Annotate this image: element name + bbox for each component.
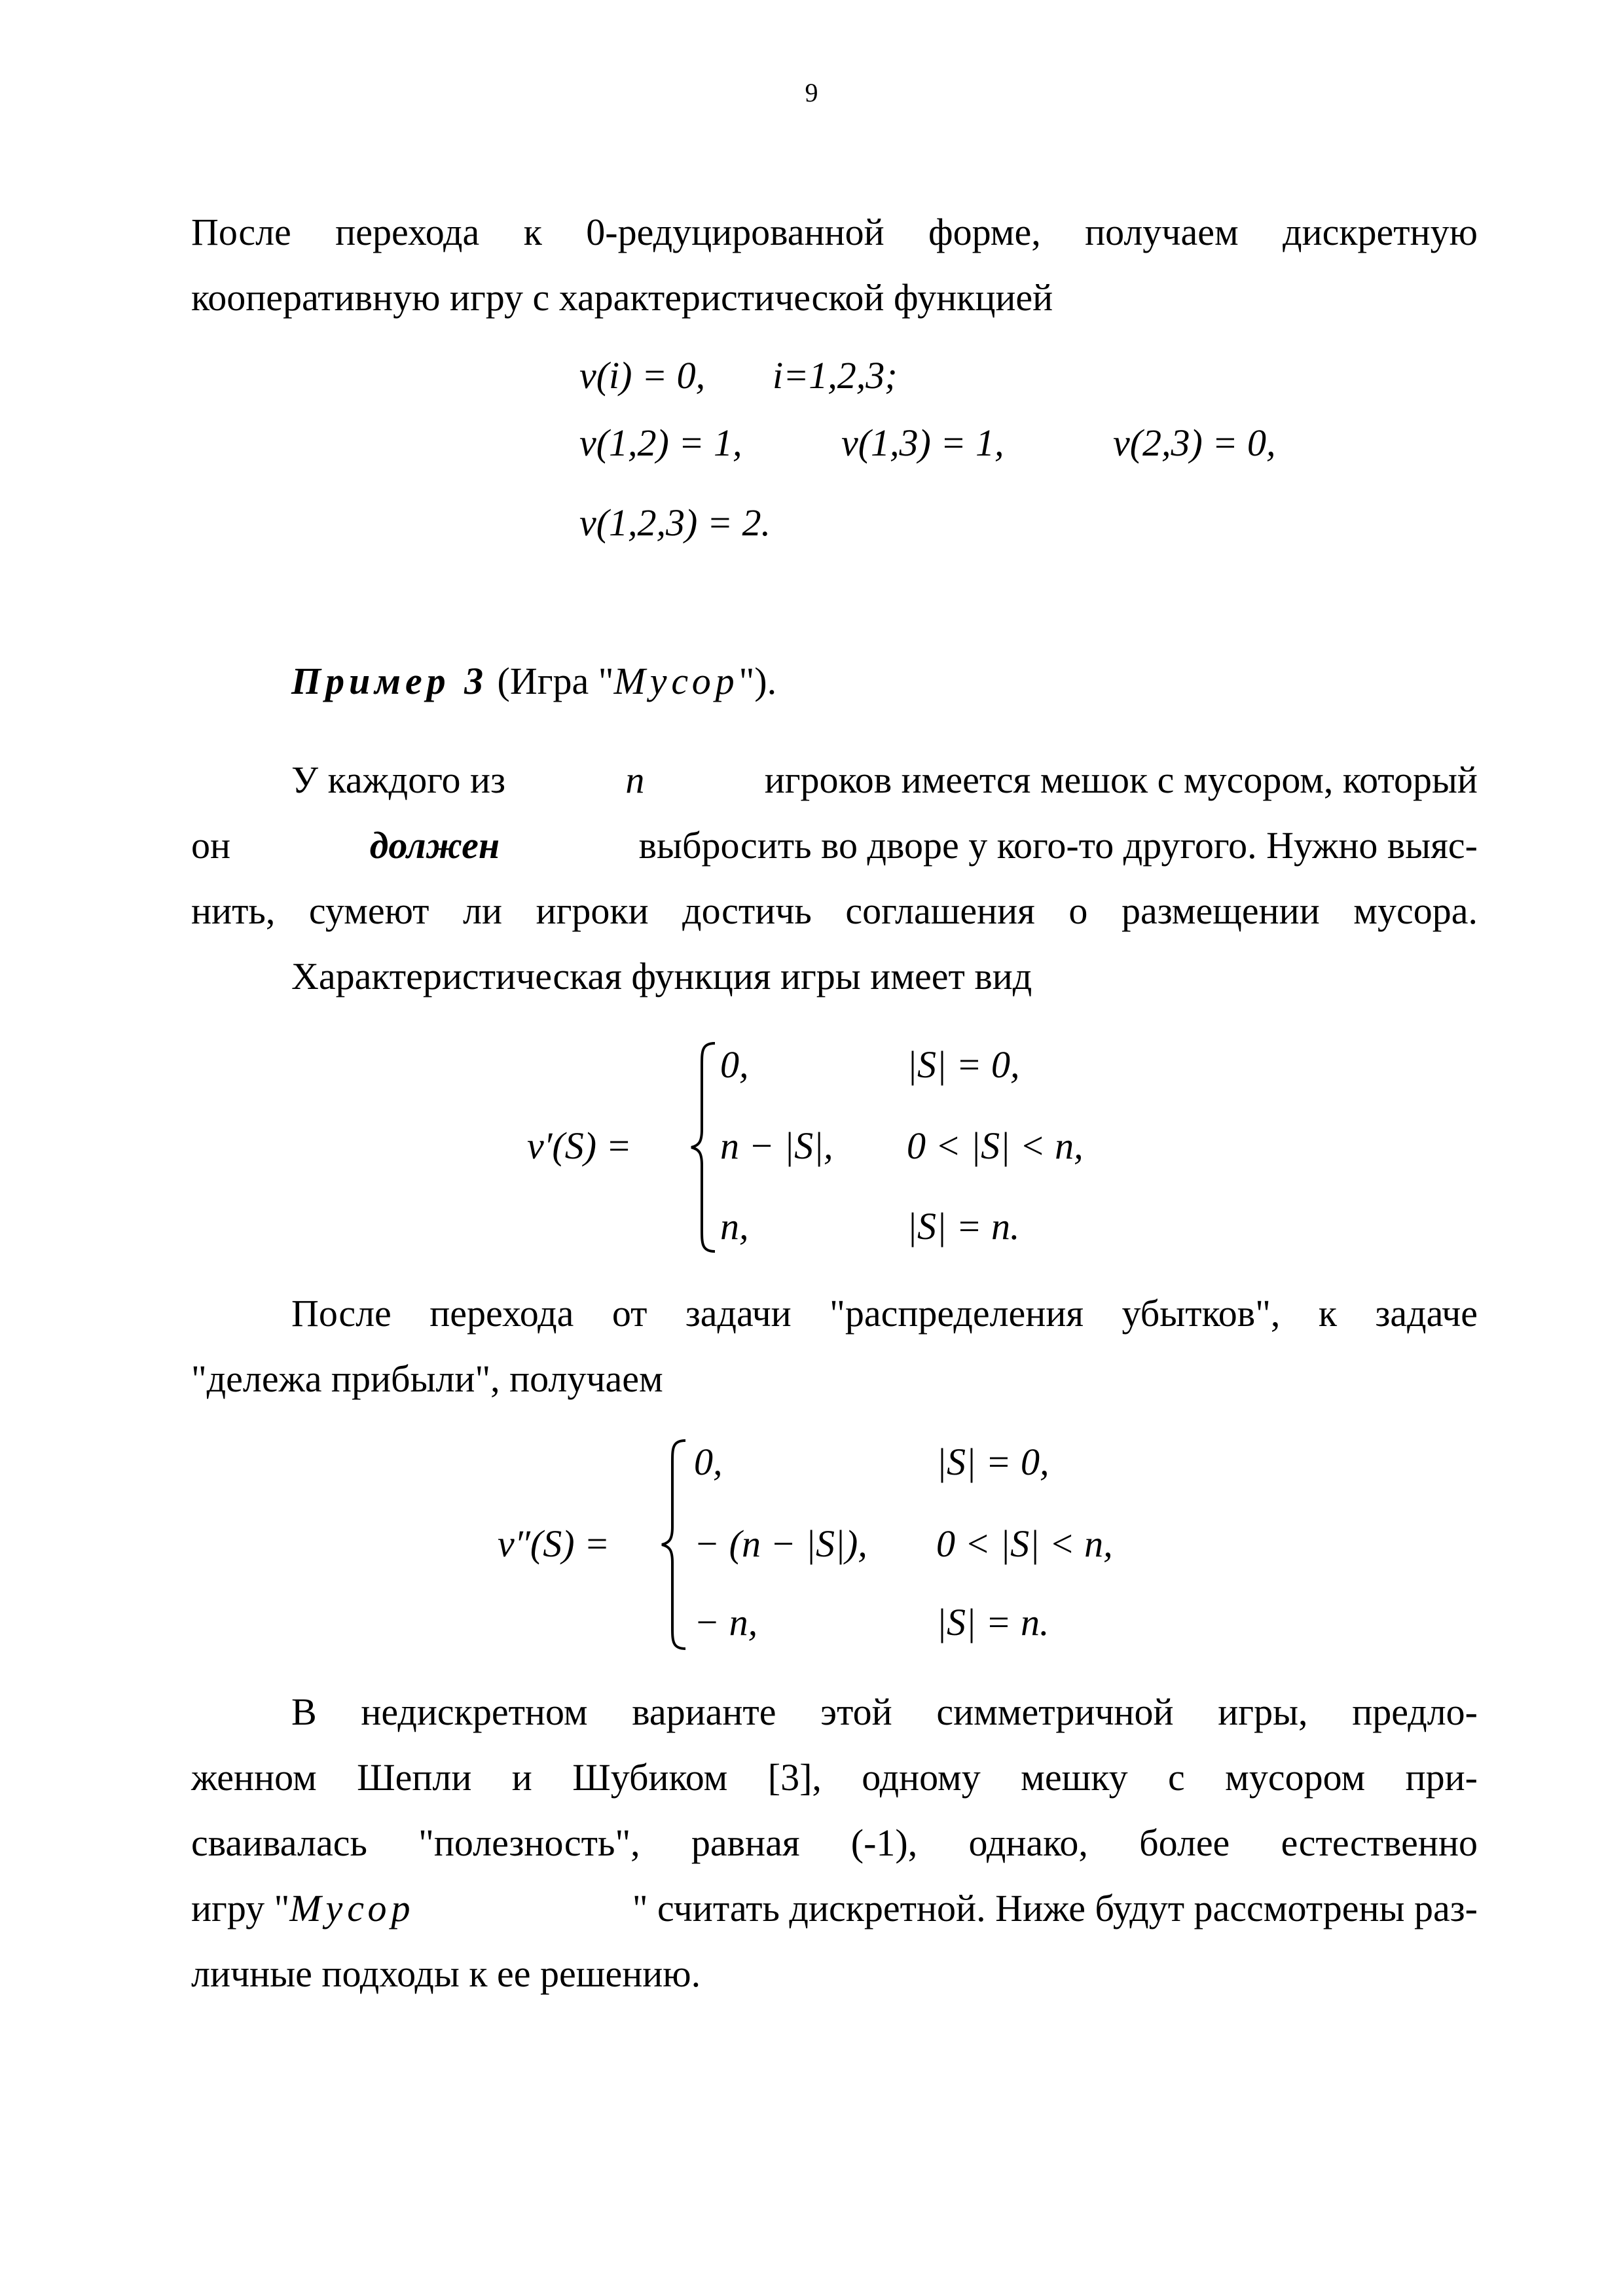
para4-l4-b: " считать дискретной. Ниже будут рассмотрены раз-: [632, 1887, 1478, 1929]
para2-l2-b: выбросить во дворе у кого-то другого. Нужно выяс-: [638, 824, 1478, 867]
para2-l1-b: игроков имеется мешок с мусором, который: [764, 759, 1478, 801]
para2-l2-emph: должен: [369, 824, 500, 867]
para4-l4-a: игру ": [191, 1887, 290, 1929]
para1-line2: кооперативную игру с характеристической функцией: [191, 276, 1053, 319]
para2-l1-n: n: [625, 759, 645, 801]
para3-line1: После перехода от задачи "распределения убытков", к задаче: [291, 1292, 1478, 1335]
para2-line2: [191, 824, 1478, 867]
para4-line2: женном Шепли и Шубиком [3], одному мешку с мусором при-: [191, 1756, 1478, 1799]
para2-line3: нить, сумеют ли игроки достичь соглашения о размещении мусора.: [191, 889, 1478, 932]
eq3-lhs: ν″(S) =: [498, 1522, 610, 1565]
eq3-row2-condition: 0 < |S| < n,: [936, 1522, 1113, 1565]
eq3-row3-condition: |S| = n.: [936, 1601, 1049, 1643]
eq1-row2-c: ν(2,3) = 0,: [1113, 422, 1276, 464]
eq2-row1-condition: |S| = 0,: [907, 1043, 1020, 1086]
eq3-row3-value: − n,: [694, 1601, 758, 1643]
para2-l1-a: У каждого из: [291, 759, 505, 801]
para4-line3: сваивалась "полезность", равная (-1), однако, более естественно: [191, 1821, 1478, 1864]
eq1-row1-right: i=1,2,3;: [773, 354, 898, 397]
eq2-row3-condition: |S| = n.: [907, 1205, 1020, 1247]
eq2-lhs: ν′(S) =: [527, 1124, 632, 1167]
eq2-row2-condition: 0 < |S| < n,: [907, 1124, 1084, 1167]
eq3-row1-value: 0,: [694, 1441, 723, 1483]
eq2-row2-value: n − |S|,: [720, 1124, 833, 1167]
page-number: 9: [805, 78, 818, 107]
para2-l2-a: он: [191, 824, 231, 867]
eq1-row2-a: ν(1,2) = 1,: [579, 422, 742, 464]
eq1-row3: ν(1,2,3) = 2.: [579, 501, 771, 544]
eq3-brace: [658, 1437, 691, 1653]
para4-l4-name: Мусор: [289, 1887, 415, 1929]
eq2-brace: [687, 1039, 720, 1255]
para4-line1: В недискретном варианте этой симметричной игры, предло-: [291, 1691, 1478, 1733]
para2-line4: Характеристическая функция игры имеет вид: [291, 955, 1032, 997]
example-heading: [291, 662, 776, 700]
eq3-row1-condition: |S| = 0,: [936, 1441, 1049, 1483]
para4-l4-lead: [191, 1887, 415, 1929]
para1-line1: После перехода к 0-редуцированной форме, получаем дискретную: [191, 211, 1478, 253]
eq1-row2-b: ν(1,3) = 1,: [841, 422, 1004, 464]
eq1-row1-left: ν(i) = 0,: [579, 354, 706, 397]
para3-line2: "дележа прибыли", получаем: [191, 1357, 663, 1400]
para4-line5: личные подходы к ее решению.: [191, 1952, 701, 1995]
eq3-row2-value: − (n − |S|),: [694, 1522, 867, 1565]
example-game-name: Мусор: [613, 660, 739, 702]
eq2-row3-value: n,: [720, 1205, 749, 1247]
para2-line1: [291, 761, 1478, 799]
example-close: ").: [739, 660, 777, 702]
example-label: Пример 3: [291, 660, 488, 702]
eq2-row1-value: 0,: [720, 1043, 749, 1086]
example-open: (Игра ": [497, 660, 614, 702]
para4-line4: [191, 1887, 1478, 1929]
